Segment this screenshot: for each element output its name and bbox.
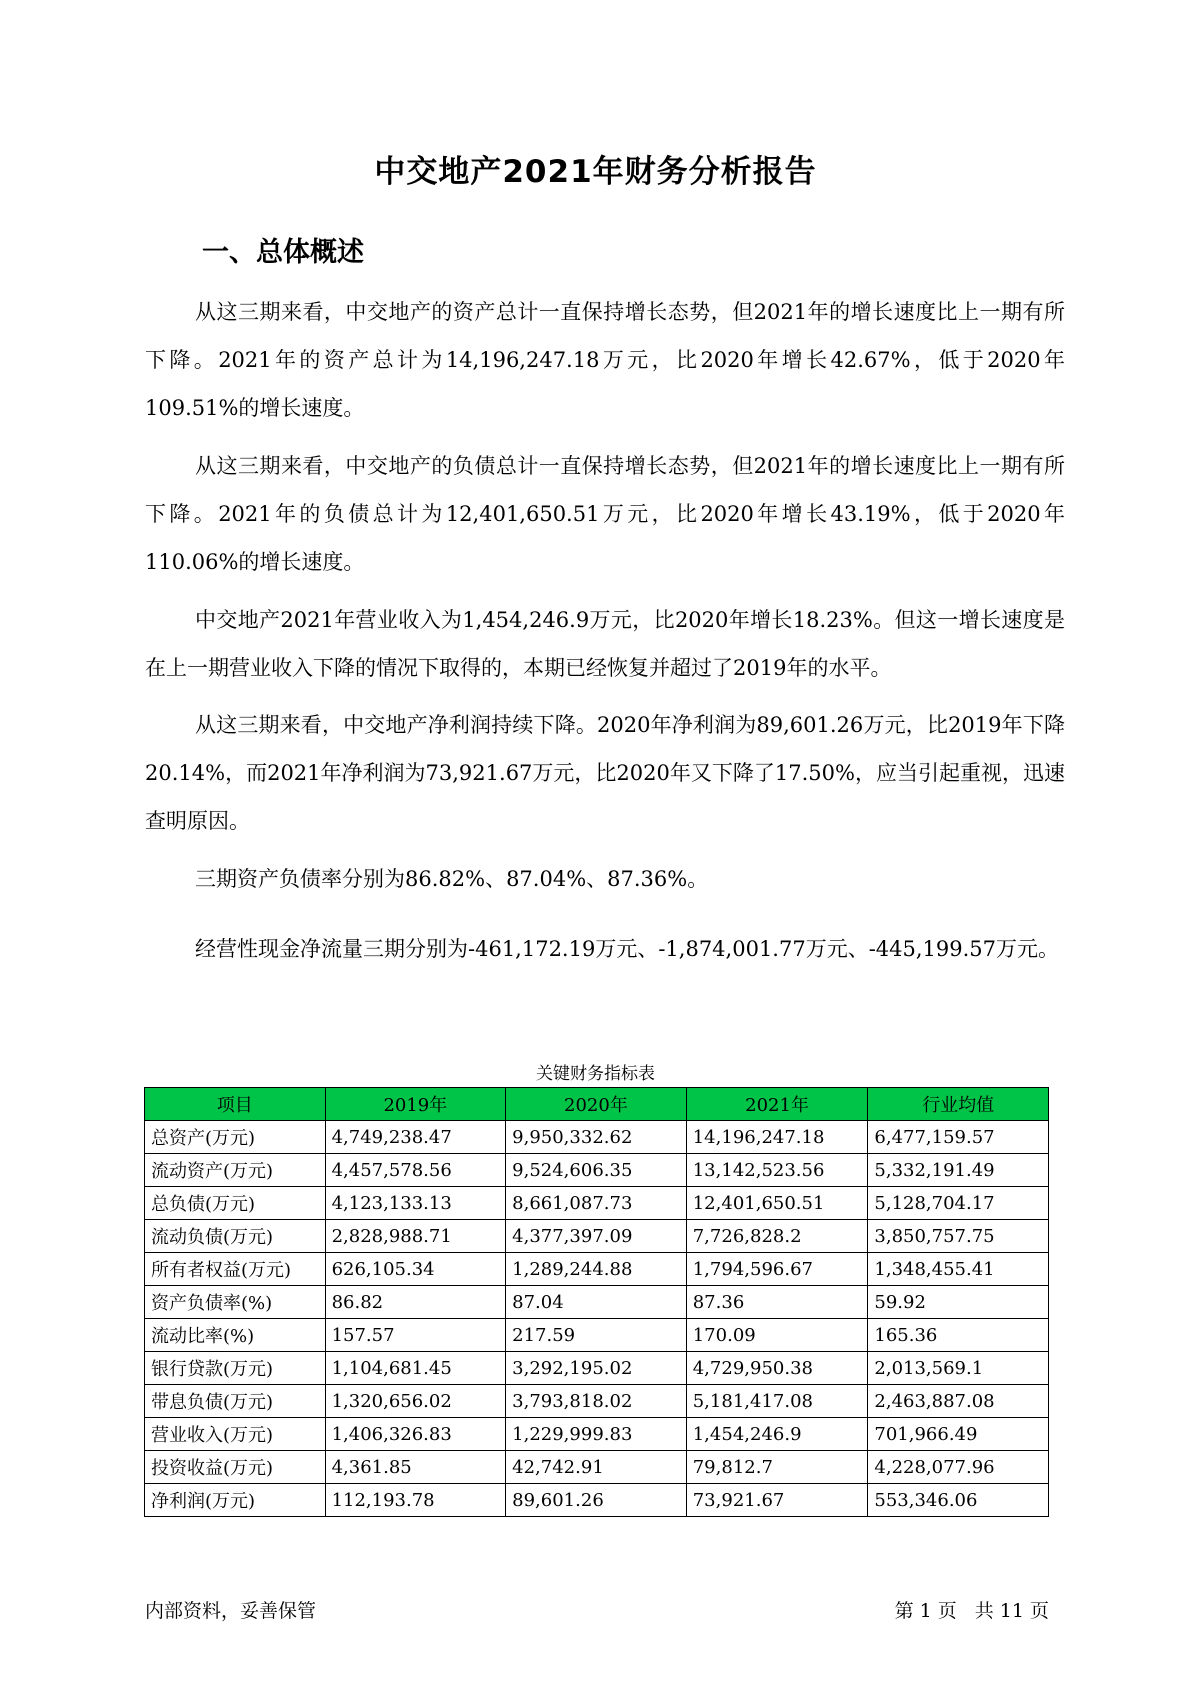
paragraph-total-liabilities: 从这三期来看，中交地产的负债总计一直保持增长态势，但2021年的增长速度比上一期有所下降。2021年的负债总计为12,401,650.51万元，比2020年增长43.19%，低于2020年110.06%的增长速度。 — [145, 454, 1065, 574]
value-cell: 5,181,417.08 — [686, 1385, 868, 1418]
value-cell: 9,524,606.35 — [506, 1154, 687, 1187]
value-cell: 3,793,818.02 — [506, 1385, 687, 1418]
value-cell: 701,966.49 — [868, 1418, 1049, 1451]
value-cell: 87.36 — [686, 1286, 868, 1319]
value-cell: 165.36 — [868, 1319, 1049, 1352]
table-row — [145, 1385, 1049, 1418]
row-label-cell: 资产负债率(%) — [145, 1286, 326, 1319]
value-cell: 6,477,159.57 — [868, 1121, 1049, 1154]
value-cell: 14,196,247.18 — [686, 1121, 868, 1154]
page-label: 第 1 页 — [894, 1600, 957, 1622]
table-row — [145, 1484, 1049, 1517]
value-cell: 157.57 — [325, 1319, 506, 1352]
column-header-2019: 2019年 — [325, 1088, 506, 1121]
row-label-cell: 带息负债(万元) — [145, 1385, 326, 1418]
paragraph-cash-flow: 经营性现金净流量三期分别为-461,172.19万元、-1,874,001.77万元、-445,199.57万元。 — [195, 937, 1060, 961]
table-row — [145, 1319, 1049, 1352]
key-financial-table — [144, 1087, 1049, 1517]
value-cell: 4,749,238.47 — [325, 1121, 506, 1154]
row-label-cell: 流动比率(%) — [145, 1319, 326, 1352]
section-heading: 一、总体概述 — [202, 237, 364, 268]
value-cell: 4,228,077.96 — [868, 1451, 1049, 1484]
table-row — [145, 1253, 1049, 1286]
paragraph-total-assets: 从这三期来看，中交地产的资产总计一直保持增长态势，但2021年的增长速度比上一期有所下降。2021年的资产总计为14,196,247.18万元，比2020年增长42.67%，低于2020年109.51%的增长速度。 — [145, 300, 1065, 420]
value-cell: 1,406,326.83 — [325, 1418, 506, 1451]
value-cell: 87.04 — [506, 1286, 687, 1319]
value-cell: 112,193.78 — [325, 1484, 506, 1517]
column-header-2021: 2021年 — [686, 1088, 868, 1121]
row-label-cell: 净利润(万元) — [145, 1484, 326, 1517]
value-cell: 3,850,757.75 — [868, 1220, 1049, 1253]
value-cell: 1,454,246.9 — [686, 1418, 868, 1451]
paragraph-revenue: 中交地产2021年营业收入为1,454,246.9万元，比2020年增长18.23%。但这一增长速度是在上一期营业收入下降的情况下取得的，本期已经恢复并超过了2019年的水平。 — [145, 608, 1065, 680]
value-cell: 1,794,596.67 — [686, 1253, 868, 1286]
value-cell: 7,726,828.2 — [686, 1220, 868, 1253]
value-cell: 2,013,569.1 — [868, 1352, 1049, 1385]
value-cell: 86.82 — [325, 1286, 506, 1319]
footer-page-number — [895, 1596, 1049, 1623]
value-cell: 4,457,578.56 — [325, 1154, 506, 1187]
row-label-cell: 营业收入(万元) — [145, 1418, 326, 1451]
paragraph-debt-ratio: 三期资产负债率分别为86.82%、87.04%、87.36%。 — [195, 867, 709, 891]
value-cell: 42,742.91 — [506, 1451, 687, 1484]
value-cell: 12,401,650.51 — [686, 1187, 868, 1220]
row-label-cell: 投资收益(万元) — [145, 1451, 326, 1484]
column-header-industry-avg: 行业均值 — [868, 1088, 1049, 1121]
table-row — [145, 1154, 1049, 1187]
column-header-2020: 2020年 — [506, 1088, 687, 1121]
value-cell: 13,142,523.56 — [686, 1154, 868, 1187]
value-cell: 2,828,988.71 — [325, 1220, 506, 1253]
row-label-cell: 总资产(万元) — [145, 1121, 326, 1154]
value-cell: 4,729,950.38 — [686, 1352, 868, 1385]
value-cell: 1,289,244.88 — [506, 1253, 687, 1286]
row-label-cell: 总负债(万元) — [145, 1187, 326, 1220]
row-label-cell: 流动资产(万元) — [145, 1154, 326, 1187]
row-label-cell: 银行贷款(万元) — [145, 1352, 326, 1385]
table-body — [145, 1121, 1049, 1517]
table-row — [145, 1187, 1049, 1220]
value-cell: 73,921.67 — [686, 1484, 868, 1517]
value-cell: 1,320,656.02 — [325, 1385, 506, 1418]
value-cell: 1,348,455.41 — [868, 1253, 1049, 1286]
table-row — [145, 1286, 1049, 1319]
table-header-row — [145, 1088, 1049, 1121]
value-cell: 59.92 — [868, 1286, 1049, 1319]
table-caption: 关键财务指标表 — [536, 1064, 655, 1084]
value-cell: 217.59 — [506, 1319, 687, 1352]
page-title: 中交地产2021年财务分析报告 — [374, 154, 817, 190]
value-cell: 3,292,195.02 — [506, 1352, 687, 1385]
value-cell: 5,332,191.49 — [868, 1154, 1049, 1187]
value-cell: 1,229,999.83 — [506, 1418, 687, 1451]
value-cell: 553,346.06 — [868, 1484, 1049, 1517]
table-row — [145, 1418, 1049, 1451]
table-row — [145, 1451, 1049, 1484]
value-cell: 4,123,133.13 — [325, 1187, 506, 1220]
row-label-cell: 流动负债(万元) — [145, 1220, 326, 1253]
value-cell: 79,812.7 — [686, 1451, 868, 1484]
value-cell: 4,377,397.09 — [506, 1220, 687, 1253]
value-cell: 170.09 — [686, 1319, 868, 1352]
value-cell: 2,463,887.08 — [868, 1385, 1049, 1418]
value-cell: 5,128,704.17 — [868, 1187, 1049, 1220]
footer-confidential-note: 内部资料，妥善保管 — [145, 1600, 317, 1622]
column-header-item: 项目 — [145, 1088, 326, 1121]
value-cell: 626,105.34 — [325, 1253, 506, 1286]
row-label-cell: 所有者权益(万元) — [145, 1253, 326, 1286]
value-cell: 8,661,087.73 — [506, 1187, 687, 1220]
total-pages-label: 共 11 页 — [974, 1600, 1049, 1622]
table-row — [145, 1220, 1049, 1253]
value-cell: 1,104,681.45 — [325, 1352, 506, 1385]
paragraph-net-profit: 从这三期来看，中交地产净利润持续下降。2020年净利润为89,601.26万元，比2019年下降20.14%，而2021年净利润为73,921.67万元，比2020年又下降了17.50%，应当引起重视，迅速查明原因。 — [145, 713, 1065, 833]
value-cell: 9,950,332.62 — [506, 1121, 687, 1154]
value-cell: 4,361.85 — [325, 1451, 506, 1484]
value-cell: 89,601.26 — [506, 1484, 687, 1517]
table-row — [145, 1352, 1049, 1385]
table-row — [145, 1121, 1049, 1154]
